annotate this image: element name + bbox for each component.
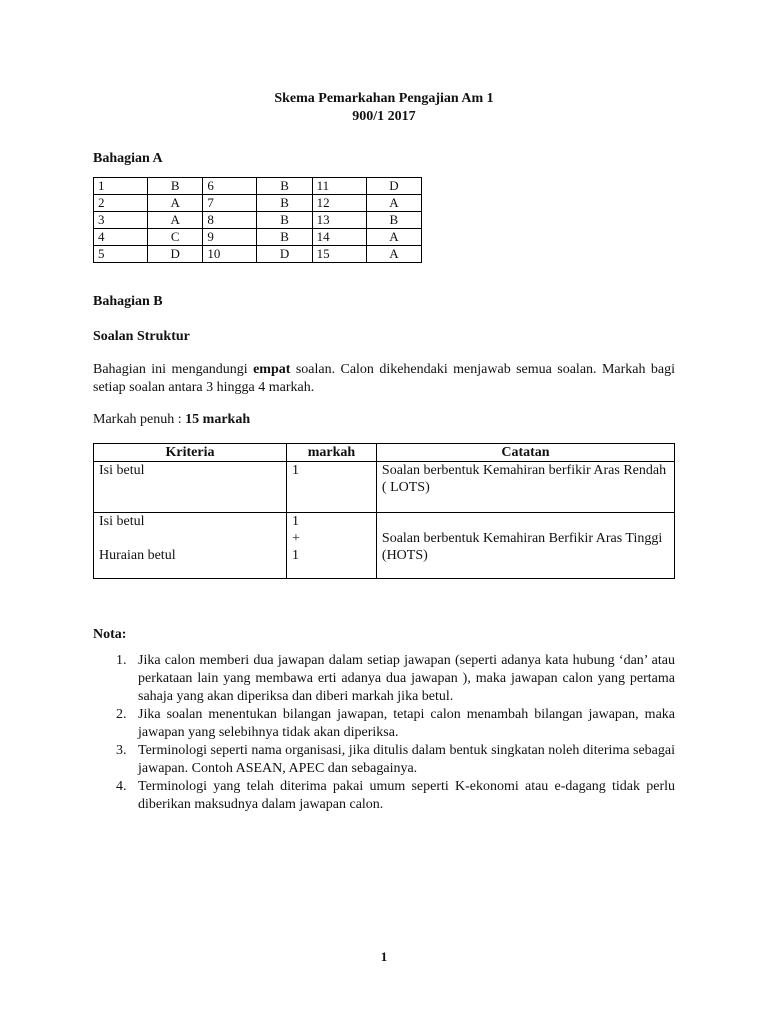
page-number: 1: [380, 949, 388, 964]
marking-criteria-table: [93, 443, 675, 579]
answer-cell: B: [257, 212, 312, 229]
question-number-cell: 1: [94, 178, 148, 195]
note-number: 4.: [116, 779, 127, 794]
answer-cell: A: [366, 195, 421, 212]
section-b-subheading: Soalan Struktur: [93, 329, 190, 344]
answer-cell: A: [366, 246, 421, 263]
answer-cell: A: [366, 229, 421, 246]
answer-cell: A: [148, 212, 203, 229]
notes-list: [93, 652, 675, 814]
cell-markah: 1: [286, 462, 376, 513]
cell-catatan: [376, 513, 674, 579]
answer-cell: D: [366, 178, 421, 195]
intro-text-bold: empat: [253, 362, 291, 377]
catatan-text: Soalan berbentuk Kemahiran Berfikir Aras Tinggi (HOTS): [381, 531, 663, 563]
cell-kriteria: [94, 513, 287, 579]
section-b-heading: Bahagian B: [93, 294, 163, 309]
answer-cell: B: [257, 178, 312, 195]
notes-heading: Nota:: [93, 627, 127, 642]
question-number-cell: 10: [203, 246, 257, 263]
kriteria-isi: Isi betul: [99, 514, 145, 529]
question-number-cell: 2: [94, 195, 148, 212]
criteria-row-hots: [94, 513, 675, 579]
header-catatan: Catatan: [376, 444, 674, 462]
question-number-cell: 4: [94, 229, 148, 246]
question-number-cell: 11: [312, 178, 366, 195]
note-item: [93, 742, 675, 778]
note-text: Terminologi yang telah diterima pakai umum seperti K-ekonomi atau e-dagang tidak perlu diberikan maksudnya dalam jawapan calon.: [138, 779, 675, 812]
question-number-cell: 8: [203, 212, 257, 229]
answer-cell: B: [366, 212, 421, 229]
cell-catatan: Soalan berbentuk Kemahiran berfikir Aras Rendah ( LOTS): [376, 462, 674, 513]
criteria-row-lots: [94, 462, 675, 513]
answer-table-section-a: [93, 177, 422, 263]
cell-kriteria: Isi betul: [94, 462, 287, 513]
markah-plus: +: [291, 531, 300, 546]
question-number-cell: 13: [312, 212, 366, 229]
intro-text-before: Bahagian ini mengandungi: [93, 362, 254, 377]
question-number-cell: 12: [312, 195, 366, 212]
document-subtitle: 900/1 2017: [352, 109, 416, 124]
answer-cell: D: [257, 246, 312, 263]
table-row: [94, 195, 422, 212]
header-kriteria: Kriteria: [94, 444, 287, 462]
note-text: Jika soalan menentukan bilangan jawapan, tetapi calon menambah bilangan jawapan, maka jawapan yang selebihnya tidak akan diperiksa.: [138, 707, 675, 740]
note-number: 2.: [116, 707, 127, 722]
question-number-cell: 9: [203, 229, 257, 246]
answer-cell: A: [148, 195, 203, 212]
question-number-cell: 15: [312, 246, 366, 263]
table-row: [94, 212, 422, 229]
intro-text-after: soalan. Calon dikehendaki menjawab semua soalan. Markah bagi setiap soalan antara 3 hingga 4 markah.: [93, 362, 675, 395]
note-item: [93, 706, 675, 742]
table-row: [94, 229, 422, 246]
answer-cell: C: [148, 229, 203, 246]
markah-value-2: 1: [291, 548, 299, 563]
question-number-cell: 6: [203, 178, 257, 195]
full-marks-line: [93, 411, 675, 429]
cell-markah: [286, 513, 376, 579]
criteria-header-row: [94, 444, 675, 462]
answer-cell: B: [148, 178, 203, 195]
header-markah: markah: [286, 444, 376, 462]
answer-cell: D: [148, 246, 203, 263]
document-title: Skema Pemarkahan Pengajian Am 1: [274, 91, 494, 106]
note-text: Jika calon memberi dua jawapan dalam setiap jawapan (seperti adanya kata hubung ‘dan’ atau perkataan lain yang membawa erti adanya dua jawapan ), maka jawapan calon yang pertama sahaja yang akan diperiksa dan diberi markah jika betul.: [138, 653, 675, 704]
answer-cell: B: [257, 229, 312, 246]
question-number-cell: 7: [203, 195, 257, 212]
kriteria-huraian: Huraian betul: [99, 548, 176, 563]
table-row: [94, 178, 422, 195]
table-row: [94, 246, 422, 263]
question-number-cell: 3: [94, 212, 148, 229]
note-number: 1.: [116, 653, 127, 668]
markah-value-1: 1: [291, 514, 299, 529]
section-a-heading: Bahagian A: [93, 151, 163, 166]
note-item: [93, 652, 675, 706]
note-item: [93, 778, 675, 814]
section-b-intro: [93, 361, 675, 397]
full-marks-label: Markah penuh :: [93, 412, 186, 427]
question-number-cell: 14: [312, 229, 366, 246]
answer-cell: B: [257, 195, 312, 212]
note-text: Terminologi seperti nama organisasi, jika ditulis dalam bentuk singkatan noleh diterima sebagai jawapan. Contoh ASEAN, APEC dan sebagainya.: [138, 743, 675, 776]
question-number-cell: 5: [94, 246, 148, 263]
note-number: 3.: [116, 743, 127, 758]
full-marks-value: 15 markah: [185, 412, 251, 427]
